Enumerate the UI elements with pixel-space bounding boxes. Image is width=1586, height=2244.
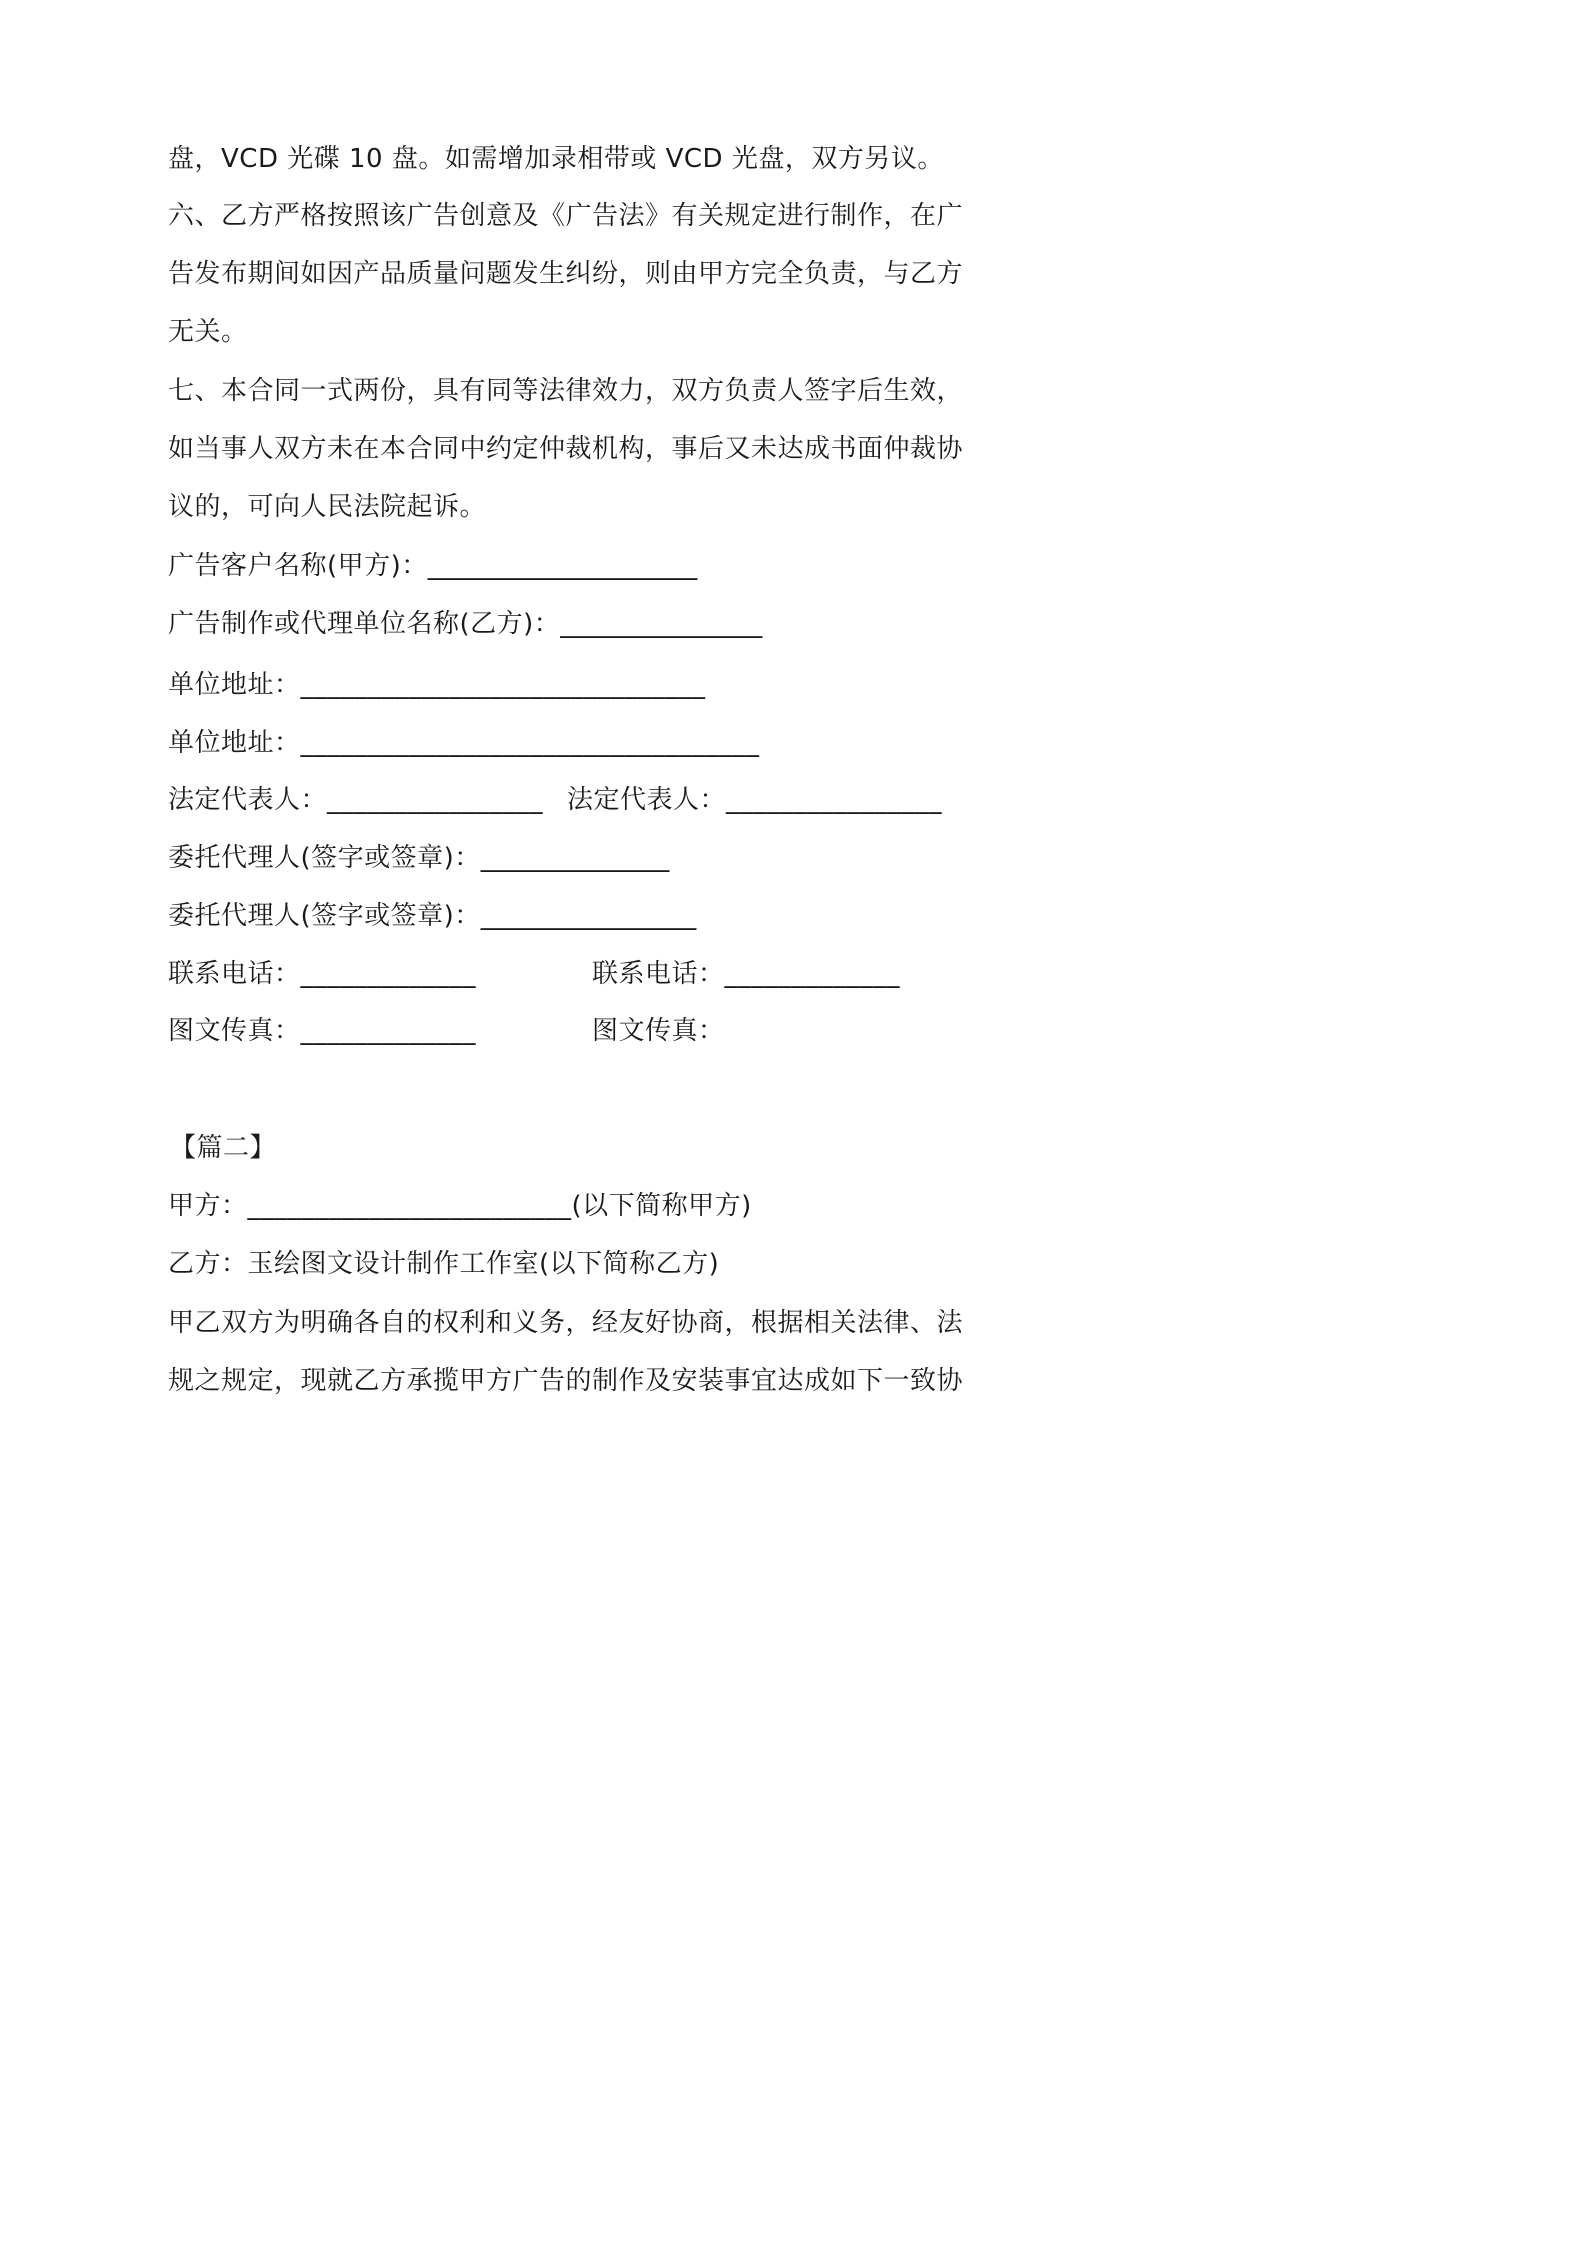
paragraph-5-tail: 盘，VCD 光碟 10 盘。如需增加录相带或 VCD 光盘，双方另议。 [168,144,944,174]
paragraph-6-line-2: 告发布期间如因产品质量问题发生纠纷，则由甲方完全负责，与乙方 [168,259,964,289]
agency-name-field: 广告制作或代理单位名称(乙方)：_______________ [168,609,763,639]
legal-rep-field-b: 法定代表人：________________ [567,785,943,815]
document-page [0,0,1100,1559]
paragraph-6-line-3: 无关。 [168,317,248,347]
intro-line-1: 甲乙双方为明确各自的权利和义务，经友好协商，根据相关法律、法 [168,1308,964,1338]
party-a-line: 甲方：________________________(以下简称甲方) [168,1191,752,1221]
intro-line-2: 规之规定，现就乙方承揽甲方广告的制作及安装事宜达成如下一致协 [168,1366,964,1396]
phone-field-b: 联系电话：_____________ [592,959,901,989]
part-two-heading: 【篇二】 [170,1133,277,1163]
paragraph-6-line-1: 六、乙方严格按照该广告创意及《广告法》有关规定进行制作，在广 [168,201,964,231]
agent-field-b: 委托代理人(签字或签章)：________________ [168,901,697,931]
paragraph-7-line-3: 议的，可向人民法院起诉。 [168,492,487,522]
agent-field-a: 委托代理人(签字或签章)：______________ [168,843,670,873]
party-b-line: 乙方：玉绘图文设计制作工作室(以下简称乙方) [168,1249,720,1279]
client-name-field: 广告客户名称(甲方)：____________________ [168,551,698,581]
address-field-b: 单位地址：__________________________________ [168,728,760,758]
address-field-a: 单位地址：______________________________ [168,670,706,700]
phone-field-a: 联系电话：_____________ [168,959,477,989]
fax-field-b: 图文传真： [592,1016,725,1046]
paragraph-7-line-1: 七、本合同一式两份，具有同等法律效力，双方负责人签字后生效， [168,376,964,406]
fax-field-a: 图文传真：_____________ [168,1016,477,1046]
paragraph-7-line-2: 如当事人双方未在本合同中约定仲裁机构，事后又未达成书面仲裁协 [168,434,964,464]
legal-rep-field-a: 法定代表人：________________ [168,785,544,815]
